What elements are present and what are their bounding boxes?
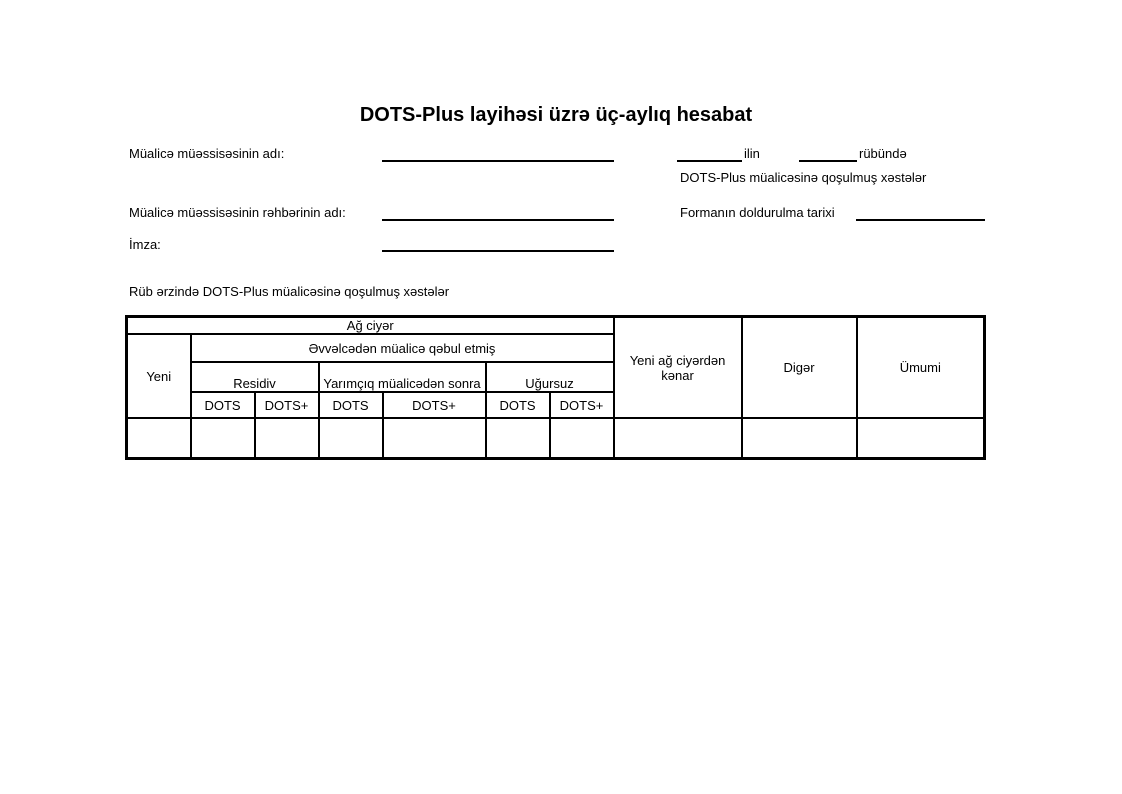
cell-incomplete-dots-plus[interactable] — [383, 418, 486, 459]
quarter-label: rübündə — [859, 146, 907, 161]
previously-treated-header: Əvvəlcədən müalicə qəbul etmiş — [191, 334, 614, 362]
cell-incomplete-dots[interactable] — [319, 418, 383, 459]
facility-head-label: Müalicə müəssisəsinin rəhbərinin adı: — [129, 205, 346, 220]
failure-dots-plus-header: DOTS+ — [550, 392, 614, 418]
quarter-field[interactable] — [799, 160, 857, 162]
cell-total[interactable] — [857, 418, 985, 459]
page-title: DOTS-Plus layihəsi üzrə üç-aylıq hesabat — [359, 104, 753, 126]
failure-header: Uğursuz — [486, 362, 614, 392]
facility-head-field[interactable] — [382, 219, 614, 221]
fill-date-label: Formanın doldurulma tarixi — [680, 205, 835, 220]
new-header: Yeni — [127, 334, 191, 418]
section-caption: Rüb ərzində DOTS-Plus müalicəsinə qoşulmuş xəstələr — [129, 284, 450, 299]
cell-other[interactable] — [742, 418, 857, 459]
after-incomplete-header: Yarımçıq müalicədən sonra — [319, 362, 486, 392]
relapse-dots-header: DOTS — [191, 392, 255, 418]
relapse-dots-plus-header: DOTS+ — [255, 392, 319, 418]
incomplete-dots-header: DOTS — [319, 392, 383, 418]
other-header: Digər — [742, 317, 857, 419]
cell-failure-dots-plus[interactable] — [550, 418, 614, 459]
failure-dots-header: DOTS — [486, 392, 550, 418]
cell-relapse-dots[interactable] — [191, 418, 255, 459]
signature-label: İmza: — [129, 237, 161, 252]
cell-new[interactable] — [127, 418, 191, 459]
facility-name-label: Müalicə müəssisəsinin adı: — [129, 146, 285, 161]
table-row — [127, 418, 985, 459]
relapse-header: Residiv — [191, 362, 319, 392]
lung-header: Ağ ciyər — [127, 317, 614, 335]
signature-field[interactable] — [382, 250, 614, 252]
facility-name-field[interactable] — [382, 160, 614, 162]
report-table — [125, 315, 986, 460]
year-label: ilin — [744, 146, 760, 161]
extra-pulmonary-header: Yeni ağ ciyərdən kənar — [614, 317, 742, 419]
year-field[interactable] — [677, 160, 742, 162]
enrolled-caption: DOTS-Plus müalicəsinə qoşulmuş xəstələr — [680, 170, 927, 185]
fill-date-field[interactable] — [856, 219, 985, 221]
incomplete-dots-plus-header: DOTS+ — [383, 392, 486, 418]
cell-relapse-dots-plus[interactable] — [255, 418, 319, 459]
cell-failure-dots[interactable] — [486, 418, 550, 459]
cell-extra-pulmonary[interactable] — [614, 418, 742, 459]
total-header: Ümumi — [857, 317, 985, 419]
